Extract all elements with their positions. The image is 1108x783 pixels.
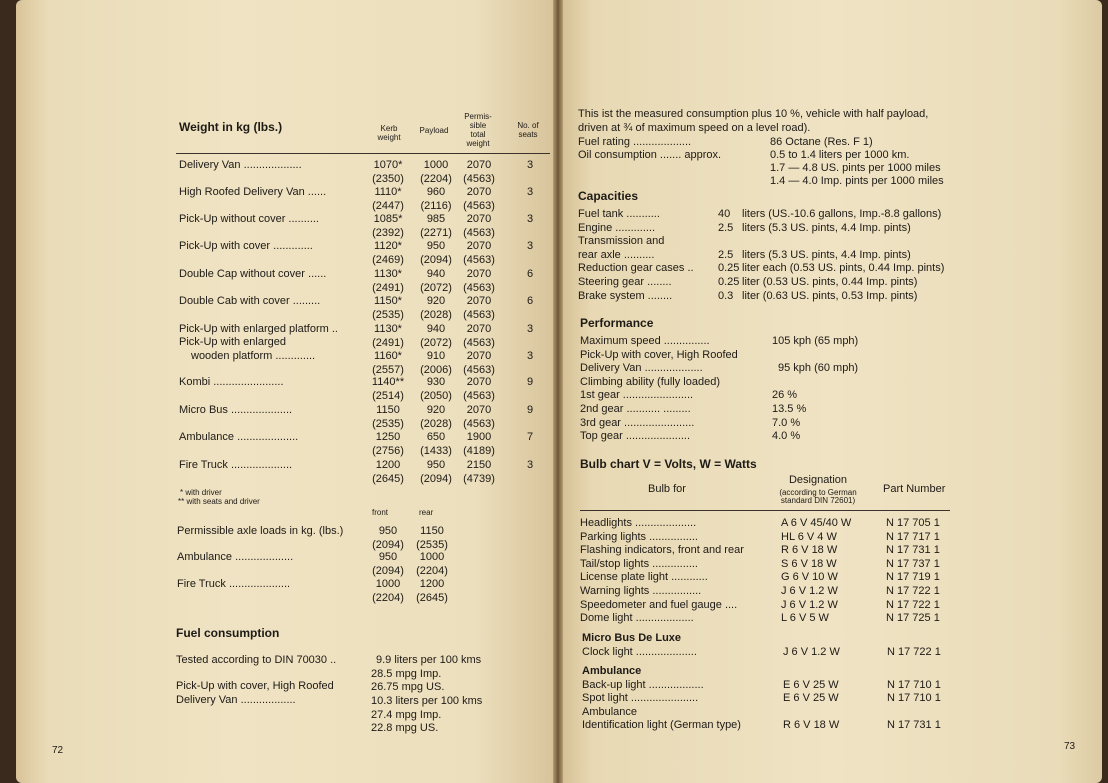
payload-kg: 1000: [423, 159, 449, 171]
kerb-kg: 1120*: [374, 240, 402, 252]
axle-rear-lbs: (2204): [416, 565, 448, 577]
footnote-seats-driver: ** with seats and driver: [178, 497, 260, 506]
kerb-lbs: (2557): [372, 364, 404, 376]
payload-lbs: (2094): [420, 473, 452, 485]
vehicle-name-line1: Pick-Up with enlarged: [179, 336, 286, 348]
ident-light-des: R 6 V 18 W: [783, 719, 840, 731]
bulb-name: Warning lights ................: [580, 585, 702, 597]
bulb-col-designation: Designation: [788, 474, 848, 486]
performance-value: 105 kph (65 mph): [772, 335, 859, 347]
total-kg: 2070: [466, 213, 492, 225]
ident-light-part: N 17 731 1: [887, 719, 941, 731]
backup-light-des: E 6 V 25 W: [783, 679, 839, 691]
kerb-kg: 1070*: [373, 159, 403, 171]
total-lbs: (4563): [463, 200, 495, 212]
fuel-test-v1: 9.9 liters per 100 kms: [376, 654, 482, 666]
capacity-qty: 0.25: [718, 262, 740, 275]
clock-light-des: J 6 V 1.2 W: [783, 646, 840, 658]
fuel-pickup-v1: 10.3 liters per 100 kms: [371, 695, 483, 707]
bulb-col-part-number: Part Number: [883, 483, 946, 495]
performance-label: Climbing ability (fully loaded): [580, 375, 721, 388]
total-kg: 2070: [466, 186, 492, 198]
clock-light-name: Clock light ....................: [582, 646, 697, 658]
vehicle-name: Micro Bus ....................: [179, 404, 293, 416]
kerb-kg: 1130*: [374, 323, 402, 335]
axle-rear-lbs: (2645): [416, 592, 448, 604]
payload-lbs: (2072): [420, 282, 452, 294]
performance-label: Maximum speed ...............: [580, 335, 710, 347]
axle-row-name: Permissible axle loads in kg. (lbs.): [177, 525, 344, 537]
kerb-lbs: (2514): [372, 390, 404, 402]
payload-kg: 950: [426, 240, 446, 252]
col-seats: No. of seats: [517, 121, 539, 139]
vehicle-name: Pick-Up without cover ..........: [179, 213, 319, 225]
bulb-name: Speedometer and fuel gauge ....: [580, 598, 738, 611]
col-kerb-weight: Kerb weight: [377, 124, 401, 142]
kerb-kg: 1150*: [374, 295, 402, 307]
capacities-heading: Capacities: [578, 189, 639, 203]
bulb-col-designation-sub2: standard DIN 72601): [780, 496, 856, 505]
seats-count: 3: [526, 323, 534, 335]
fuel-pickup-label: Pick-Up with cover, High Roofed: [176, 680, 334, 692]
capacity-label: Reduction gear cases ..: [578, 262, 694, 275]
performance-label: Top gear .....................: [580, 430, 691, 443]
bulb-part-number: N 17 722 1: [886, 598, 940, 611]
vehicle-name: Ambulance ....................: [179, 431, 299, 443]
vehicle-name: Delivery Van ...................: [179, 159, 302, 171]
bulb-part-number: N 17 705 1: [886, 517, 940, 529]
kerb-lbs: (2535): [372, 309, 404, 321]
total-kg: 2150: [466, 459, 492, 471]
bulb-name: Headlights ....................: [580, 517, 697, 529]
axle-front-kg: 950: [378, 525, 398, 537]
payload-lbs: (2072): [420, 337, 452, 349]
oil-label: Oil consumption ....... approx.: [578, 149, 722, 161]
performance-value: 7.0 %: [772, 416, 801, 429]
payload-lbs: (2028): [420, 309, 452, 321]
weight-heading: Weight in kg (lbs.): [179, 120, 283, 134]
total-kg: 2070: [466, 159, 492, 171]
fuel-test-label: Tested according to DIN 70030 ..: [176, 654, 337, 666]
seats-count: 3: [526, 350, 534, 362]
bulb-designation: HL 6 V 4 W: [781, 530, 837, 543]
ambulance-heading: Ambulance: [582, 665, 642, 677]
kerb-kg: 1160*: [374, 350, 402, 362]
payload-kg: 910: [426, 350, 446, 362]
payload-kg: 650: [426, 431, 446, 443]
performance-label: 3rd gear .......................: [580, 416, 695, 429]
axle-front-lbs: (2204): [372, 592, 404, 604]
capacity-label: Brake system ........: [578, 289, 673, 302]
payload-lbs: (2204): [420, 173, 452, 185]
performance-label: 1st gear .......................: [580, 389, 694, 402]
intro-line1: This ist the measured consumption plus 10 %, vehicle with half payload,: [578, 108, 929, 120]
axle-front-kg: 950: [378, 551, 398, 563]
total-kg: 1900: [466, 431, 492, 443]
payload-kg: 985: [426, 213, 446, 225]
fuel-test-v3: 26.75 mpg US.: [371, 681, 445, 693]
oil-v3: 1.4 — 4.0 Imp. pints per 1000 miles: [770, 175, 944, 187]
bulb-part-number: N 17 725 1: [886, 612, 940, 625]
axle-front-lbs: (2094): [372, 565, 404, 577]
vehicle-name: Double Cap without cover ......: [179, 268, 327, 280]
vehicle-name: High Roofed Delivery Van ......: [179, 186, 327, 198]
kerb-lbs: (2447): [372, 200, 404, 212]
capacity-label: Transmission and: [578, 235, 665, 248]
capacity-qty: 2.5: [718, 248, 734, 261]
kerb-kg: 1085*: [373, 213, 403, 225]
seats-count: 9: [526, 404, 534, 416]
col-permissible-total: Permis- sible total weight: [464, 112, 492, 148]
total-lbs: (4563): [463, 337, 495, 349]
capacity-text: liter each (0.53 US. pints, 0.44 Imp. pints): [742, 262, 945, 275]
bulb-designation: J 6 V 1.2 W: [781, 598, 838, 611]
oil-v1: 0.5 to 1.4 liters per 1000 km.: [770, 149, 910, 161]
total-kg: 2070: [466, 240, 492, 252]
microbus-heading: Micro Bus De Luxe: [582, 632, 682, 644]
capacity-label: Steering gear ........: [578, 276, 672, 288]
performance-label: Delivery Van ...................: [580, 362, 703, 375]
total-kg: 2070: [466, 268, 492, 280]
payload-kg: 950: [426, 459, 446, 471]
total-lbs: (4563): [463, 282, 495, 294]
vehicle-name: Fire Truck ....................: [179, 459, 293, 471]
seats-count: 3: [526, 240, 534, 252]
seats-count: 3: [526, 159, 534, 171]
capacity-label: Fuel tank ...........: [578, 208, 660, 220]
bulb-col-bulb-for: Bulb for: [648, 483, 686, 495]
vehicle-name: Kombi .......................: [179, 376, 284, 388]
payload-kg: 940: [426, 323, 446, 335]
ident-light-name: Identification light (German type): [582, 719, 741, 731]
performance-value: 13.5 %: [772, 403, 807, 415]
fuel-test-v2: 28.5 mpg Imp.: [371, 668, 442, 680]
payload-lbs: (2094): [420, 254, 452, 266]
intro-line2: driven at ¾ of maximum speed on a level road).: [578, 122, 811, 134]
payload-lbs: (2006): [420, 364, 452, 376]
payload-kg: 920: [426, 404, 446, 416]
total-lbs: (4563): [463, 309, 495, 321]
capacity-text: liters (US.-10.6 gallons, Imp.-8.8 gallons): [742, 208, 942, 220]
axle-row-name: Fire Truck ....................: [177, 578, 291, 590]
spot-light-des: E 6 V 25 W: [783, 692, 839, 704]
bulb-part-number: N 17 737 1: [886, 557, 940, 570]
payload-lbs: (2028): [420, 418, 452, 430]
bulb-name: Dome light ...................: [580, 612, 694, 625]
capacity-text: liter (0.63 US. pints, 0.53 Imp. pints): [742, 289, 918, 302]
total-lbs: (4563): [463, 173, 495, 185]
kerb-lbs: (2469): [372, 254, 404, 266]
axle-rear-kg: 1000: [419, 551, 445, 563]
performance-value: 4.0 %: [772, 430, 801, 443]
vehicle-name: Double Cab with cover .........: [179, 295, 321, 307]
axle-front-lbs: (2094): [372, 539, 404, 551]
payload-lbs: (2050): [420, 390, 452, 402]
seats-count: 3: [526, 186, 534, 198]
bulb-designation: S 6 V 18 W: [781, 557, 837, 570]
bulb-designation: A 6 V 45/40 W: [781, 517, 852, 529]
bulb-name: License plate light ............: [580, 571, 708, 584]
page-number-left: 72: [52, 745, 64, 756]
spot-light-part: N 17 710 1: [887, 692, 941, 704]
axle-rear-lbs: (2535): [416, 539, 448, 551]
kerb-lbs: (2350): [372, 173, 404, 185]
bulb-part-number: N 17 731 1: [886, 544, 940, 557]
total-lbs: (4189): [463, 445, 495, 457]
weight-table-rule: [176, 153, 550, 154]
bulb-part-number: N 17 722 1: [886, 585, 940, 597]
seats-count: 3: [526, 213, 534, 225]
axle-row-name: Ambulance ...................: [177, 551, 294, 563]
bulb-designation: J 6 V 1.2 W: [781, 585, 838, 597]
total-kg: 2070: [466, 376, 492, 388]
bulb-table-rule: [580, 510, 950, 511]
total-kg: 2070: [466, 404, 492, 416]
total-lbs: (4563): [463, 227, 495, 239]
vehicle-name-line2: wooden platform .............: [191, 350, 316, 362]
page-number-right: 73: [1064, 741, 1076, 752]
payload-kg: 920: [426, 295, 446, 307]
seats-count: 6: [526, 268, 534, 280]
spot-light-name: Spot light ......................: [582, 692, 699, 704]
bulb-designation: G 6 V 10 W: [781, 571, 838, 584]
payload-kg: 930: [426, 376, 446, 388]
performance-value: 95 kph (60 mph): [778, 362, 859, 375]
col-payload: Payload: [419, 126, 449, 135]
performance-heading: Performance: [580, 316, 654, 330]
seats-count: 3: [526, 459, 534, 471]
kerb-kg: 1150: [376, 404, 400, 416]
footnote-driver: * with driver: [180, 488, 222, 497]
bulb-part-number: N 17 717 1: [886, 530, 940, 543]
axle-rear-kg: 1150: [420, 525, 444, 537]
kerb-kg: 1250: [375, 431, 401, 443]
capacity-label: rear axle ..........: [578, 248, 655, 261]
total-kg: 2070: [466, 350, 492, 362]
fuel-pickup-v3: 22.8 mpg US.: [371, 722, 439, 734]
kerb-kg: 1200: [375, 459, 401, 471]
axle-front-header: front: [372, 508, 389, 517]
kerb-lbs: (2491): [372, 282, 404, 294]
capacity-qty: 2.5: [718, 221, 734, 234]
capacity-qty: 40: [718, 208, 731, 220]
axle-rear-header: rear: [419, 508, 434, 517]
kerb-lbs: (2392): [372, 227, 404, 239]
kerb-kg: 1130*: [374, 268, 402, 280]
book-gutter: [553, 0, 563, 783]
payload-lbs: (1433): [420, 445, 452, 457]
bulb-chart-heading: Bulb chart V = Volts, W = Watts: [580, 457, 757, 471]
seats-count: 6: [526, 295, 534, 307]
total-lbs: (4563): [463, 418, 495, 430]
capacity-text: liters (5.3 US. pints, 4.4 Imp. pints): [742, 248, 911, 261]
axle-rear-kg: 1200: [419, 578, 445, 590]
bulb-designation: L 6 V 5 W: [781, 612, 829, 625]
kerb-kg: 1110*: [374, 186, 402, 198]
bulb-name: Tail/stop lights ...............: [580, 557, 698, 570]
total-lbs: (4563): [463, 364, 495, 376]
axle-front-kg: 1000: [375, 578, 401, 590]
payload-lbs: (2116): [420, 200, 452, 212]
fuel-pickup-label2: Delivery Van ..................: [176, 694, 296, 706]
total-lbs: (4739): [463, 473, 495, 485]
ambulance-label: Ambulance: [582, 706, 638, 718]
payload-kg: 940: [426, 268, 446, 280]
bulb-part-number: N 17 719 1: [886, 571, 940, 584]
fuel-consumption-heading: Fuel consumption: [176, 626, 280, 640]
oil-v2: 1.7 — 4.8 US. pints per 1000 miles: [770, 162, 941, 174]
total-kg: 2070: [466, 295, 492, 307]
total-lbs: (4563): [463, 390, 495, 402]
bulb-name: Flashing indicators, front and rear: [580, 544, 744, 557]
capacity-qty: 0.3: [718, 289, 734, 302]
bulb-name: Parking lights ................: [580, 530, 698, 543]
seats-count: 9: [526, 376, 534, 388]
vehicle-name: Pick-Up with cover .............: [179, 240, 313, 252]
clock-light-part: N 17 722 1: [887, 646, 941, 658]
payload-kg: 960: [426, 186, 446, 198]
fuel-rating-label: Fuel rating ...................: [578, 136, 692, 148]
payload-lbs: (2271): [420, 227, 452, 239]
backup-light-name: Back-up light ..................: [582, 679, 704, 691]
performance-label: 2nd gear ........... .........: [580, 403, 691, 415]
kerb-lbs: (2756): [372, 445, 404, 457]
fuel-pickup-v2: 27.4 mpg Imp.: [371, 709, 442, 721]
total-kg: 2070: [466, 323, 492, 335]
backup-light-part: N 17 710 1: [887, 679, 941, 691]
total-lbs: (4563): [463, 254, 495, 266]
capacity-label: Engine .............: [578, 221, 656, 234]
performance-value: 26 %: [772, 389, 798, 402]
kerb-lbs: (2491): [372, 337, 404, 349]
kerb-lbs: (2535): [372, 418, 404, 430]
kerb-lbs: (2645): [372, 473, 404, 485]
capacity-text: liter (0.53 US. pints, 0.44 Imp. pints): [742, 276, 918, 288]
seats-count: 7: [526, 431, 534, 443]
bulb-designation: R 6 V 18 W: [781, 544, 838, 557]
bulb-col-designation-sub1: (according to German: [779, 488, 857, 497]
fuel-rating-value: 86 Octane (Res. F 1): [770, 136, 873, 148]
vehicle-name: Pick-Up with enlarged platform ..: [179, 323, 338, 335]
kerb-kg: 1140**: [371, 376, 405, 388]
capacity-qty: 0.25: [718, 276, 740, 288]
capacity-text: liters (5.3 US. pints, 4.4 Imp. pints): [742, 221, 911, 234]
performance-label: Pick-Up with cover, High Roofed: [580, 348, 738, 361]
